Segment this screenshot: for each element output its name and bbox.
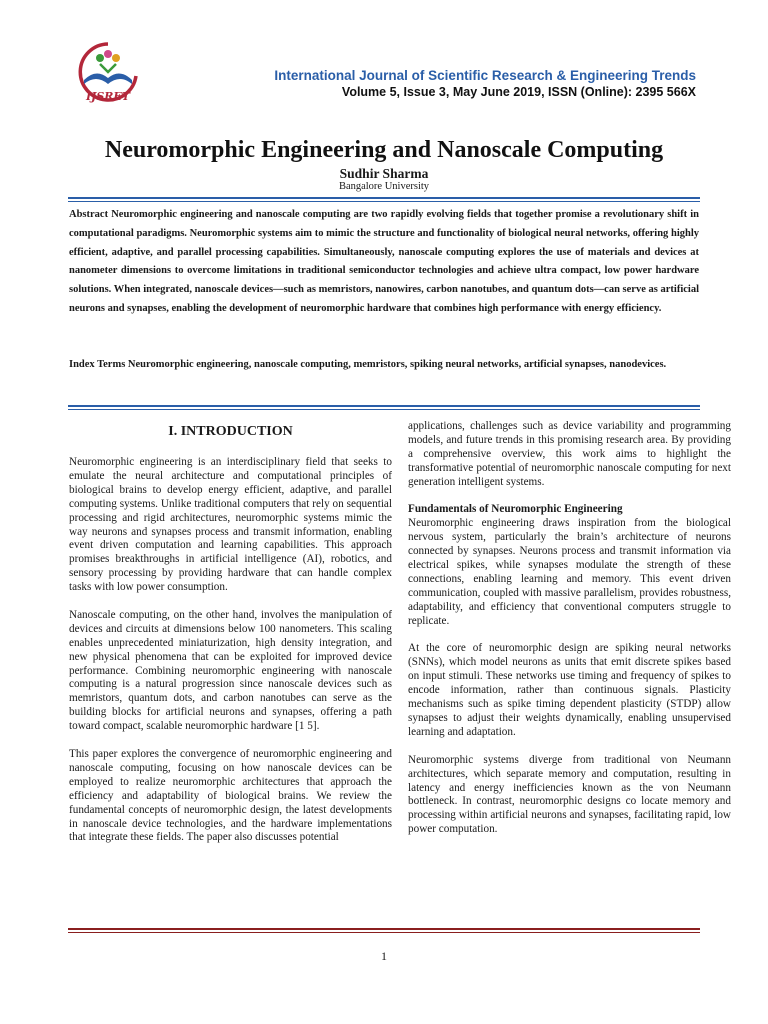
intro-paragraph-2: Nanoscale computing, on the other hand, involves the manipulation of devices and circuits at dimensions below 100 nanometers. This scaling enables unprecedented miniaturization, high density integration, and new physical phenomena that can be exploited for improved device performance. Combining neuromorphic engineering with nanoscale computing is a natural progression since nanoscale devices such as memristors, quantum dots, and carbon nanotubes can serve as the building blocks for artificial neurons and synapses, offering a path toward compact, scalable neuromorphic hardware [1 5]. — [69, 608, 392, 733]
journal-logo — [72, 40, 144, 104]
section-heading-introduction: I. INTRODUCTION — [168, 424, 293, 439]
page-number: 1 — [381, 949, 387, 963]
paper-title: Neuromorphic Engineering and Nanoscale Computing — [104, 137, 664, 163]
header-divider — [68, 197, 700, 202]
intro-continuation: applications, challenges such as device variability and programming models, and future trends in this promising research area. By providing a comprehensive overview, this work aims to highlight the transformative potential of neuromorphic nanoscale computing for next generation intelligent systems. — [408, 420, 731, 488]
left-column — [69, 420, 392, 859]
intro-paragraph-3: This paper explores the convergence of neuromorphic engineering and nanoscale computing, focusing on how nanoscale devices can be employed to realize neuromorphic architectures that approach the efficiency and adaptability of biological brains. We review the fundamental concepts of neuromorphic design, the latest developments in nanoscale device technologies, and the hardware implementations that integrate these fields. The paper also discusses potential — [69, 748, 392, 844]
right-column — [408, 420, 731, 851]
journal-name: International Journal of Scientific Research & Engineering Trends — [274, 68, 696, 83]
fundamentals-paragraph-3: Neuromorphic systems diverge from traditional von Neumann architectures, which separate memory and computation, resulting in latency and energy inefficiencies known as the von Neumann bottleneck. In contrast, neuromorphic designs co locate memory and processing within artificial neurons and synapses, facilitating rapid, low power computation. — [408, 753, 731, 836]
volume-line: Volume 5, Issue 3, May June 2019, ISSN (Online): 2395 566X — [341, 85, 696, 99]
abstract-divider — [68, 405, 700, 410]
fundamentals-paragraph-1: Neuromorphic engineering draws inspiration from the biological nervous system, particularly the brain’s architecture of neurons connected by synapses. Neurons process and transmit information via electrical spikes, while synapses modulate the strength of these connections, enabling learning and memory. This event driven communication, coupled with massive parallelism, provides robustness, adaptability, and efficiency that conventional computers struggle to replicate. — [408, 517, 731, 627]
author-name: Sudhir Sharma — [339, 166, 429, 181]
author-affiliation: Bangalore University — [338, 181, 430, 192]
abstract: Abstract Neuromorphic engineering and nanoscale computing are two rapidly evolving fields that together promise a revolutionary shift in computational paradigms. Neuromorphic systems aim to mimic the structure and functionality of biological neural networks, offering highly efficient, adaptive, and parallel processing capabilities. Simultaneously, nanoscale computing explores the use of materials and devices at nanometer dimensions to overcome limitations in traditional semiconductor technologies and achieve ultra compact, low power hardware solutions. When integrated, nanoscale devices—such as memristors, nanowires, carbon nanotubes, and quantum dots—can serve as artificial neurons and synapses, enabling the development of neuromorphic hardware that combines high performance with energy efficiency. — [69, 209, 699, 314]
intro-paragraph-1: Neuromorphic engineering is an interdisciplinary field that seeks to emulate the neural architecture and computational principles of biological brains to develop energy efficient, adaptive, and parallel computing systems. Unlike traditional computers that rely on sequential processing and rigid architectures, neuromorphic systems mimic the way neurons and synapses process and transmit information, enabling event driven computation and learning capabilities. This approach promises breakthroughs in artificial intelligence (AI), robotics, and sensory processing by providing hardware that can handle complex tasks with low power consumption. — [69, 456, 392, 594]
logo-text: IJSRET — [85, 90, 131, 103]
footer-divider — [68, 928, 700, 933]
subheading-fundamentals: Fundamentals of Neuromorphic Engineering — [408, 503, 623, 516]
fundamentals-paragraph-2: At the core of neuromorphic design are spiking neural networks (SNNs), which model neurons as units that emit discrete spikes based on input stimuli. These networks use timing and frequency of spikes to encode information, rather than continuous signals. Plasticity mechanisms such as spike timing dependent plasticity (STDP) allow synapses to adjust their weights dynamically, enabling unsupervised learning and adaptation. — [408, 642, 731, 738]
index-terms: Index Terms Neuromorphic engineering, nanoscale computing, memristors, spiking neural networks, artificial synapses, nanodevices. — [69, 359, 667, 370]
